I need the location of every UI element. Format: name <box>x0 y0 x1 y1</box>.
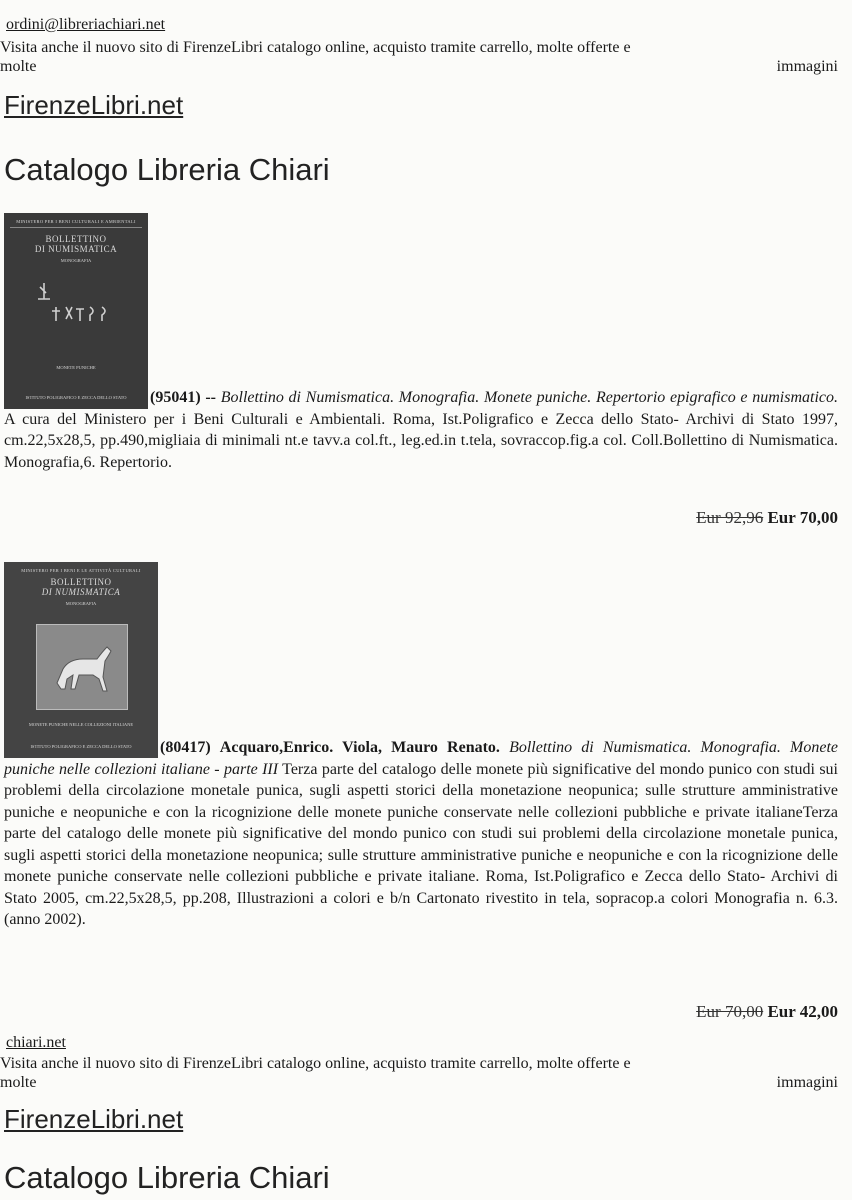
visit-immagini: immagini <box>776 1074 838 1091</box>
book-cover-80417[interactable]: MINISTERO PER I BENI E LE ATTIVITÀ CULTURALI BOLLETTINO DI NUMISMATICA MONOGRAFIA MONETE PUNICHE NELLE COLLEZIONI ITALIANE ISTITUTO POLIGRAFICO E ZECCA DELLO STATO <box>4 562 158 758</box>
catalog-title: Catalogo Libreria Chiari <box>4 152 330 187</box>
visit-immagini: immagini <box>776 58 838 75</box>
footer-firenzelibri-link[interactable]: FirenzeLibri.net <box>4 1104 184 1134</box>
visit-notice <box>0 38 838 76</box>
visit-molte: molte <box>0 58 37 75</box>
visit-line: Visita anche il nuovo sito di FirenzeLibri catalogo online, acquisto tramite carrello, molte offerte e <box>0 39 631 56</box>
horse-icon <box>37 625 127 709</box>
item-95041-price <box>696 508 838 528</box>
item-80417-price <box>696 1002 838 1022</box>
visit-molte: molte <box>0 1074 37 1091</box>
item-title: Bollettino di Numismatica. Monografia. Monete puniche. Repertorio epigrafico e numismatico. <box>220 389 839 406</box>
email-link[interactable]: ordini@libreriachiari.net <box>6 16 166 33</box>
book-cover-95041[interactable]: MINISTERO PER I BENI CULTURALI E AMBIENTALI BOLLETTINO DI NUMISMATICA MONOGRAFIA MONETE PUNICHE ISTITUTO POLIGRAFICO E ZECCA DELLO STATO <box>4 213 148 409</box>
item-authors: Acquaro,Enrico. Viola, Mauro Renato. <box>219 739 500 756</box>
item-title: Bollettino di Numismatica. Monografia. Monete puniche nelle collezioni italiane - parte III <box>4 739 839 778</box>
item-desc: A cura del Ministero per i Beni Culturali e Ambientali. Roma, Ist.Poligrafico e Zecca dello Stato- Archivi di Stato 1997, cm.22,5x28,5, pp.490,migliaia di minimali nt.e tavv.a col.ft., leg.ed.in t.tela, sovraccop.fig.a col. Coll.Bollettino di Numismatica. Monografia,6. Repertorio. <box>4 410 838 471</box>
item-95041-description <box>4 387 838 473</box>
visit-line: Visita anche il nuovo sito di FirenzeLibri catalogo online, acquisto tramite carrello, molte offerte e <box>0 1055 631 1072</box>
old-price: Eur 92,96 <box>696 508 764 527</box>
firenzelibri-link[interactable]: FirenzeLibri.net <box>4 90 184 120</box>
item-code: (80417) <box>160 739 211 756</box>
item-80417-description <box>4 737 838 931</box>
item-desc: Terza parte del catalogo delle monete più significative del mondo punico con studi sui problemi della circolazione monetale punica, sugli aspetti storici della monetazione neopunica; sulle strutture amministrative puniche e neopuniche e con la ricognizione delle monete puniche conservate nelle collezioni pubbliche e private italianeTerza parte del catalogo delle monete più significative del mondo punico con studi sui problemi della circolazione monetale punica, sugli aspetti storici della monetazione neopunica; sulle strutture amministrative puniche e neopuniche e con la ricognizione delle monete puniche conservate nelle collezioni pubbliche e private italiane. Roma, Ist.Poligrafico e Zecca dello Stato- Archivi di Stato 2005, cm.22,5x28,5, pp.208, Illustrazioni a colori e b/n Cartonato rivestito in tela, sopracop.a colori Monografia n. 6.3. (anno 2002). <box>4 760 839 928</box>
item-code: (95041) -- <box>150 389 217 406</box>
domain-link[interactable]: chiari.net <box>6 1034 66 1051</box>
footer-catalog-title: Catalogo Libreria Chiari <box>4 1160 330 1195</box>
new-price: Eur 70,00 <box>767 508 838 527</box>
old-price: Eur 70,00 <box>696 1002 764 1021</box>
punic-inscription-icon <box>4 277 148 337</box>
new-price: Eur 42,00 <box>767 1002 838 1021</box>
coin-horse-image <box>36 624 128 710</box>
footer-visit-notice <box>0 1054 838 1092</box>
